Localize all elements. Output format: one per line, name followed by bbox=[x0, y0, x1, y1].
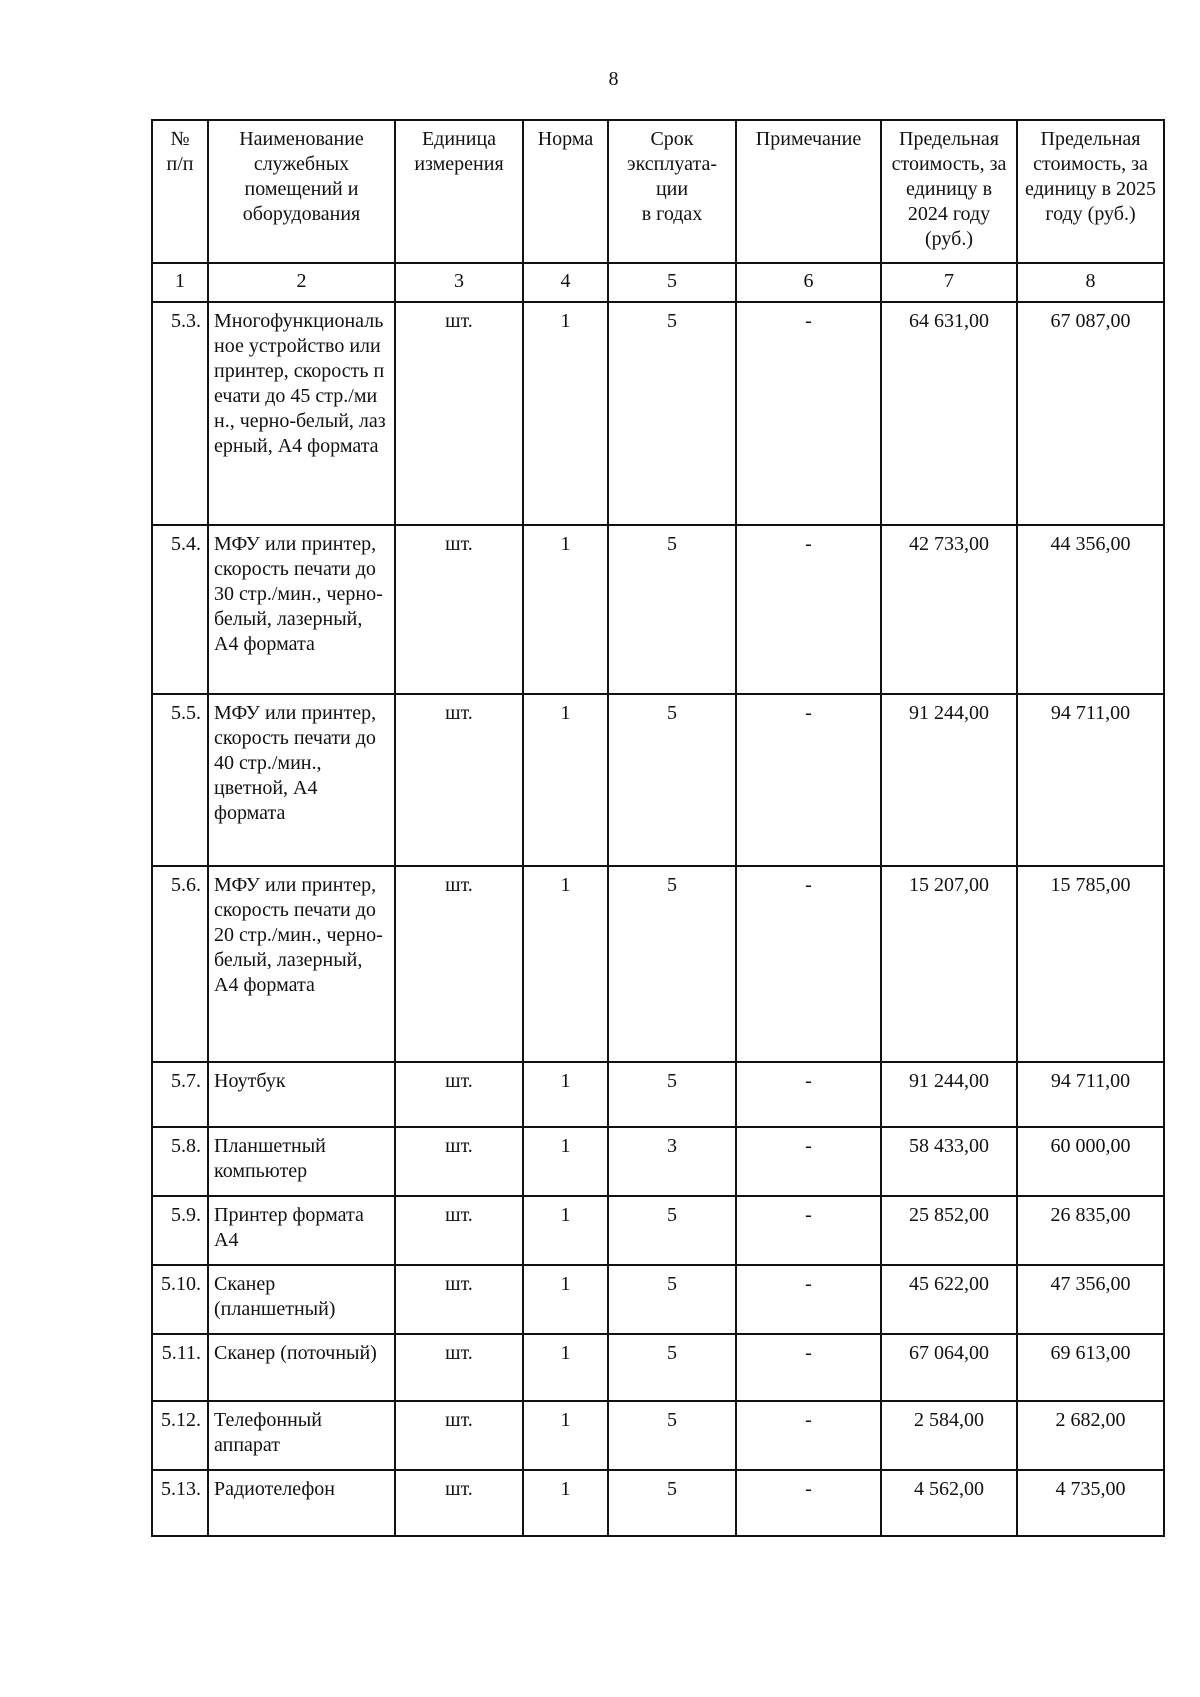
item-price-2024: 4 562,00 bbox=[881, 1470, 1017, 1536]
item-note: - bbox=[736, 1062, 881, 1127]
item-unit: шт. bbox=[395, 1062, 523, 1127]
item-note: - bbox=[736, 1265, 881, 1334]
item-term: 5 bbox=[608, 302, 736, 525]
item-term: 5 bbox=[608, 1334, 736, 1401]
table-row bbox=[152, 694, 1164, 866]
column-number: 1 bbox=[152, 263, 208, 302]
item-unit: шт. bbox=[395, 1265, 523, 1334]
item-note: - bbox=[736, 1334, 881, 1401]
item-price-2025: 94 711,00 bbox=[1017, 694, 1164, 866]
header-no: № п/п bbox=[152, 120, 208, 263]
item-norm: 1 bbox=[523, 1401, 608, 1470]
header-price-2024: Предельная стоимость, за единицу в 2024 году (руб.) bbox=[881, 120, 1017, 263]
header-norm: Норма bbox=[523, 120, 608, 263]
column-number: 3 bbox=[395, 263, 523, 302]
row-number: 5.10. bbox=[152, 1265, 208, 1334]
table-row bbox=[152, 1334, 1164, 1401]
item-term: 5 bbox=[608, 1401, 736, 1470]
item-norm: 1 bbox=[523, 1470, 608, 1536]
item-price-2024: 2 584,00 bbox=[881, 1401, 1017, 1470]
item-unit: шт. bbox=[395, 866, 523, 1062]
table-row bbox=[152, 1401, 1164, 1470]
item-price-2025: 94 711,00 bbox=[1017, 1062, 1164, 1127]
item-name: Принтер формата А4 bbox=[208, 1196, 395, 1265]
column-number: 7 bbox=[881, 263, 1017, 302]
item-price-2025: 26 835,00 bbox=[1017, 1196, 1164, 1265]
row-number: 5.6. bbox=[152, 866, 208, 1062]
item-price-2024: 42 733,00 bbox=[881, 525, 1017, 694]
item-note: - bbox=[736, 302, 881, 525]
table-row bbox=[152, 866, 1164, 1062]
table-row bbox=[152, 1127, 1164, 1196]
item-term: 5 bbox=[608, 525, 736, 694]
table-row bbox=[152, 302, 1164, 525]
item-norm: 1 bbox=[523, 1265, 608, 1334]
item-price-2025: 44 356,00 bbox=[1017, 525, 1164, 694]
page-number: 8 bbox=[608, 68, 619, 90]
item-norm: 1 bbox=[523, 1196, 608, 1265]
item-name: Планшетный компьютер bbox=[208, 1127, 395, 1196]
item-name: Ноутбук bbox=[208, 1062, 395, 1127]
item-norm: 1 bbox=[523, 866, 608, 1062]
header-price-2025: Предельная стоимость, за единицу в 2025 году (руб.) bbox=[1017, 120, 1164, 263]
item-unit: шт. bbox=[395, 1127, 523, 1196]
item-price-2025: 4 735,00 bbox=[1017, 1470, 1164, 1536]
item-name: МФУ или принтер, скорость печати до 30 стр./мин., черно-белый, лазерный, А4 формата bbox=[208, 525, 395, 694]
item-price-2025: 67 087,00 bbox=[1017, 302, 1164, 525]
item-unit: шт. bbox=[395, 302, 523, 525]
table-row bbox=[152, 1196, 1164, 1265]
row-number: 5.8. bbox=[152, 1127, 208, 1196]
item-term: 5 bbox=[608, 1265, 736, 1334]
item-norm: 1 bbox=[523, 694, 608, 866]
item-name: Радиотелефон bbox=[208, 1470, 395, 1536]
table-row bbox=[152, 1470, 1164, 1536]
item-price-2025: 15 785,00 bbox=[1017, 866, 1164, 1062]
equipment-table bbox=[151, 119, 1165, 1537]
item-price-2025: 60 000,00 bbox=[1017, 1127, 1164, 1196]
table-row bbox=[152, 1062, 1164, 1127]
item-price-2025: 47 356,00 bbox=[1017, 1265, 1164, 1334]
row-number: 5.13. bbox=[152, 1470, 208, 1536]
item-term: 5 bbox=[608, 694, 736, 866]
item-unit: шт. bbox=[395, 1470, 523, 1536]
row-number: 5.12. bbox=[152, 1401, 208, 1470]
item-unit: шт. bbox=[395, 1334, 523, 1401]
row-number: 5.4. bbox=[152, 525, 208, 694]
column-number: 2 bbox=[208, 263, 395, 302]
header-name: Наименование служебных помещений и оборудования bbox=[208, 120, 395, 263]
item-norm: 1 bbox=[523, 1334, 608, 1401]
item-name: МФУ или принтер, скорость печати до 20 стр./мин., черно-белый, лазерный, А4 формата bbox=[208, 866, 395, 1062]
item-norm: 1 bbox=[523, 302, 608, 525]
row-number: 5.3. bbox=[152, 302, 208, 525]
item-term: 3 bbox=[608, 1127, 736, 1196]
column-number: 4 bbox=[523, 263, 608, 302]
item-name: Сканер (планшетный) bbox=[208, 1265, 395, 1334]
column-number: 8 bbox=[1017, 263, 1164, 302]
table-row bbox=[152, 525, 1164, 694]
item-price-2024: 67 064,00 bbox=[881, 1334, 1017, 1401]
header-row bbox=[152, 120, 1164, 263]
item-price-2024: 25 852,00 bbox=[881, 1196, 1017, 1265]
item-note: - bbox=[736, 866, 881, 1062]
item-name: Многофункциональное устройство или принтер, скорость печати до 45 стр./мин., черно-белый, лазерный, А4 формата bbox=[208, 302, 395, 525]
item-note: - bbox=[736, 694, 881, 866]
item-term: 5 bbox=[608, 866, 736, 1062]
item-price-2024: 91 244,00 bbox=[881, 1062, 1017, 1127]
item-price-2024: 45 622,00 bbox=[881, 1265, 1017, 1334]
item-term: 5 bbox=[608, 1196, 736, 1265]
item-price-2024: 15 207,00 bbox=[881, 866, 1017, 1062]
item-norm: 1 bbox=[523, 1062, 608, 1127]
item-price-2025: 69 613,00 bbox=[1017, 1334, 1164, 1401]
item-unit: шт. bbox=[395, 694, 523, 866]
header-unit: Единица измерения bbox=[395, 120, 523, 263]
row-number: 5.11. bbox=[152, 1334, 208, 1401]
column-number: 6 bbox=[736, 263, 881, 302]
row-number: 5.7. bbox=[152, 1062, 208, 1127]
column-number-row bbox=[152, 263, 1164, 302]
item-name: МФУ или принтер, скорость печати до 40 стр./мин., цветной, А4 формата bbox=[208, 694, 395, 866]
item-unit: шт. bbox=[395, 1401, 523, 1470]
item-note: - bbox=[736, 525, 881, 694]
item-name: Телефонный аппарат bbox=[208, 1401, 395, 1470]
row-number: 5.9. bbox=[152, 1196, 208, 1265]
item-price-2024: 64 631,00 bbox=[881, 302, 1017, 525]
item-price-2025: 2 682,00 bbox=[1017, 1401, 1164, 1470]
item-price-2024: 58 433,00 bbox=[881, 1127, 1017, 1196]
column-number: 5 bbox=[608, 263, 736, 302]
item-term: 5 bbox=[608, 1062, 736, 1127]
item-norm: 1 bbox=[523, 1127, 608, 1196]
item-unit: шт. bbox=[395, 525, 523, 694]
item-unit: шт. bbox=[395, 1196, 523, 1265]
header-term: Срок эксплуата-ции в годах bbox=[608, 120, 736, 263]
item-note: - bbox=[736, 1470, 881, 1536]
item-price-2024: 91 244,00 bbox=[881, 694, 1017, 866]
item-note: - bbox=[736, 1196, 881, 1265]
item-note: - bbox=[736, 1127, 881, 1196]
header-note: Примечание bbox=[736, 120, 881, 263]
item-name: Сканер (поточный) bbox=[208, 1334, 395, 1401]
row-number: 5.5. bbox=[152, 694, 208, 866]
table-row bbox=[152, 1265, 1164, 1334]
item-term: 5 bbox=[608, 1470, 736, 1536]
item-note: - bbox=[736, 1401, 881, 1470]
item-norm: 1 bbox=[523, 525, 608, 694]
